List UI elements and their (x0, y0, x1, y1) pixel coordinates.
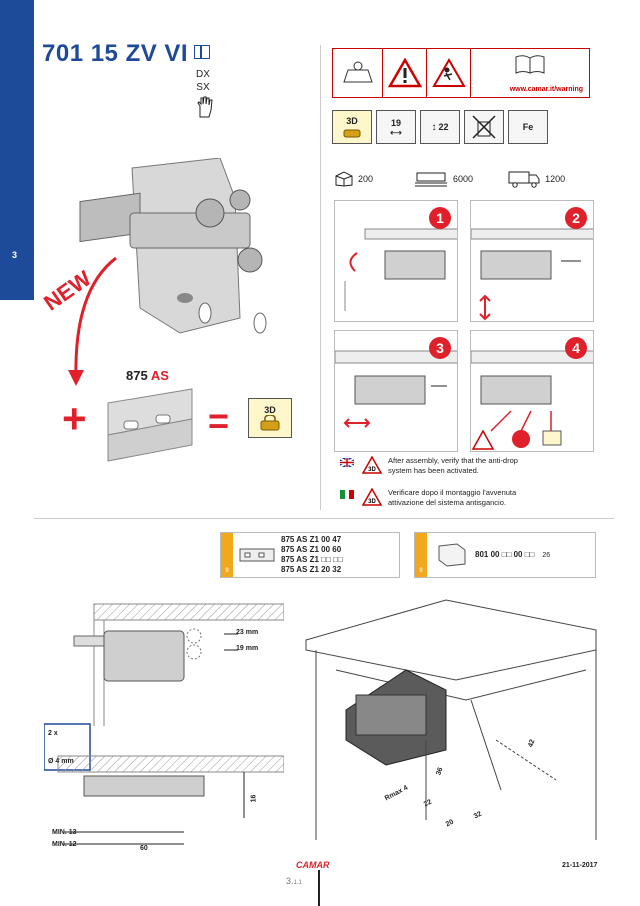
symbol-3d-label: 3D (346, 116, 358, 126)
screw-qty: 2 x (48, 730, 58, 737)
cover-thumbnail (435, 542, 469, 568)
height-value: 22 (438, 122, 449, 132)
assembly-steps (334, 200, 594, 455)
assembly-step-3 (334, 330, 458, 452)
rmax-4: Rmax 4 (383, 784, 410, 803)
tag-3d-label: 3D (264, 405, 276, 415)
dim-16: 16 (250, 794, 258, 803)
pack-box (334, 171, 373, 187)
pallet-icon (413, 171, 449, 187)
variant-list (196, 68, 210, 94)
warning-panel (332, 48, 590, 98)
code-section-number: 9 (221, 533, 233, 577)
column-divider (320, 45, 321, 510)
glove-icon (196, 96, 214, 123)
pack-truck (507, 170, 565, 188)
page-number (286, 876, 302, 886)
width-symbol: 19 ⟷ (376, 110, 416, 144)
variant-sx: SX (196, 82, 210, 93)
min-12: MIN. 12 (52, 841, 77, 848)
new-badge: NEW (39, 265, 96, 316)
warning-triangle-icon (383, 49, 427, 97)
svg-text:3D: 3D (368, 467, 376, 473)
step-number: 4 (565, 337, 587, 359)
note-italian (340, 488, 548, 508)
accessory-suffix: AS (150, 368, 169, 383)
page-title (42, 40, 210, 68)
falling-hazard-icon (427, 49, 471, 97)
dim-42: 42 (527, 738, 537, 749)
code-section-number: 9 (415, 533, 427, 577)
warning-3d-icon (362, 488, 382, 506)
code-list (281, 535, 343, 575)
brand-logo: CAMAR (296, 860, 330, 870)
step-number: 2 (565, 207, 587, 229)
pack-pallet (413, 171, 473, 187)
assembly-step-4 (470, 330, 594, 452)
warning-3d-icon (362, 456, 382, 474)
assembly-step-2 (470, 200, 594, 322)
step-number: 1 (429, 207, 451, 229)
dim-19: 19 mm (236, 645, 259, 652)
double-icon (194, 45, 210, 59)
dim-60: 60 (140, 845, 148, 852)
section-number: 3 (12, 250, 18, 260)
accessory-codes (220, 532, 400, 578)
furniture-icon (333, 49, 383, 97)
dim-23: 23 mm (236, 629, 259, 636)
note-italian-text: Verificare dopo il montaggio l'avvenuta attivazione del sistema antisgancio. (388, 488, 517, 507)
italy-flag-icon (340, 490, 354, 499)
step-number: 3 (429, 337, 451, 359)
truck-icon (507, 170, 541, 188)
code-item: 875 AS Z1 00 47 (281, 535, 342, 544)
note-english (340, 456, 538, 476)
issue-date: 21-11-2017 (562, 862, 598, 869)
width-value: 19 (390, 117, 401, 128)
page-sub: 1.1 (293, 880, 302, 886)
rail-thumbnail (239, 545, 275, 565)
pallet-qty: 6000 (453, 174, 474, 184)
plus-sign: + (62, 395, 87, 442)
note-english-text: After assembly, verify that the anti-drop system has been activated. (388, 456, 518, 475)
anti-drop-3d-tag (248, 398, 292, 438)
product-code: 701 15 ZV VI (42, 40, 189, 67)
dim-32: 32 (472, 810, 483, 821)
box-icon (334, 171, 354, 187)
height-symbol: ↕ 22 (420, 110, 460, 144)
dim-36: 36 (435, 766, 445, 777)
screw-diameter: Ø 4 mm (48, 758, 74, 765)
side-tab (0, 0, 34, 300)
accessory-prefix: 875 (126, 368, 148, 383)
footer-divider (318, 870, 320, 906)
dim-22: 22 (422, 798, 433, 809)
warning-url[interactable]: www.camar.it/warning (509, 86, 583, 93)
spec-symbols (332, 110, 548, 144)
material-value: Fe (522, 122, 534, 132)
section-divider (34, 518, 614, 519)
cover-codes (414, 532, 596, 578)
code-item: 875 AS Z1 □□ □□ (281, 555, 343, 564)
rail-illustration (100, 385, 200, 465)
assembly-step-1 (334, 200, 458, 322)
code-item: 875 AS Z1 00 60 (281, 545, 342, 554)
cover-qty: 26 (542, 551, 551, 559)
anti-drop-3d-symbol (332, 110, 372, 144)
min-13: MIN. 13 (52, 829, 77, 836)
code-item: 875 AS Z1 20 32 (281, 565, 342, 574)
box-qty: 200 (358, 174, 374, 184)
isometric-drawing (296, 590, 616, 850)
material-symbol (508, 110, 548, 144)
no-waste-icon (464, 110, 504, 144)
packaging-row (334, 170, 589, 188)
dim-20: 20 (444, 818, 455, 829)
accessory-label (126, 368, 169, 383)
truck-qty: 1200 (545, 174, 566, 184)
curved-arrow (64, 250, 124, 390)
uk-flag-icon (340, 458, 354, 467)
equals-sign: = (208, 400, 230, 441)
cover-code: 801 00 □□ 00 □□ (475, 550, 535, 559)
page-main: 3. (286, 876, 294, 886)
svg-text:3D: 3D (368, 499, 376, 505)
variant-dx: DX (196, 69, 210, 80)
